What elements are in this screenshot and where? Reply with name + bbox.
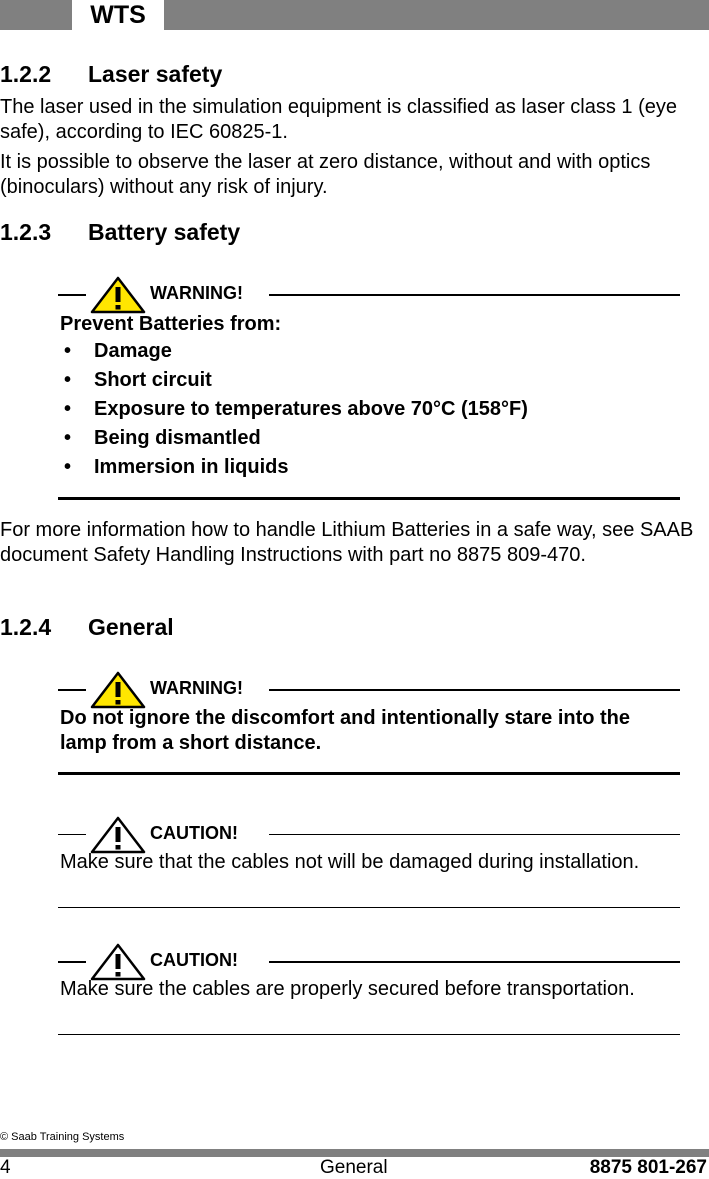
- caution-1-header: [58, 816, 680, 850]
- section-number: 1.2.4: [0, 614, 52, 640]
- warning-end-rule: [58, 497, 680, 500]
- caution-2-text: Make sure the cables are properly secured before transportation.: [60, 978, 635, 1000]
- laser-paragraph-1: The laser used in the simulation equipment is classified as laser class 1 (eye safe), according to IEC 60825-1.: [0, 96, 677, 143]
- header-title: WTS: [90, 1, 146, 29]
- heading-laser-safety: [0, 60, 222, 88]
- heading-battery-safety: [0, 218, 240, 246]
- laser-paragraph-2: It is possible to observe the laser at zero distance, without and with optics (binoculars) without any risk of injury.: [0, 151, 651, 198]
- caution-label: CAUTION!: [150, 823, 238, 843]
- warning-triangle-icon: [90, 276, 146, 314]
- footer-bar: [0, 1149, 709, 1157]
- battery-warning-intro: Prevent Batteries from:: [60, 313, 282, 335]
- footer-copyright: © Saab Training Systems: [0, 1131, 125, 1143]
- list-item: • Short circuit: [60, 366, 680, 395]
- list-item: • Immersion in liquids: [60, 453, 680, 482]
- warning-triangle-icon: [90, 671, 146, 709]
- list-item: • Damage: [60, 337, 680, 366]
- battery-warning-list: [60, 337, 680, 482]
- footer-doc-number: 8875 801-267: [589, 1157, 707, 1178]
- heading-general: [0, 613, 174, 641]
- caution-triangle-icon: [90, 943, 146, 981]
- list-item: • Being dismantled: [60, 424, 680, 453]
- footer-page-number: 4: [0, 1157, 11, 1178]
- caution-end-rule: [58, 907, 680, 908]
- section-title: Battery safety: [88, 219, 241, 245]
- warning-end-rule: [58, 772, 680, 775]
- caution-label: CAUTION!: [150, 950, 238, 970]
- section-title: General: [88, 614, 174, 640]
- caution-2-header: [58, 943, 680, 977]
- section-number: 1.2.2: [0, 61, 52, 87]
- battery-warning-header: [58, 276, 680, 310]
- footer-section: General: [320, 1157, 388, 1178]
- list-item: • Exposure to temperatures above 70°C (158°F): [60, 395, 680, 424]
- section-number: 1.2.3: [0, 219, 52, 245]
- caution-end-rule: [58, 1034, 680, 1035]
- caution-1-text: Make sure that the cables not will be damaged during installation.: [60, 851, 640, 873]
- caution-triangle-icon: [90, 816, 146, 854]
- battery-info-paragraph: For more information how to handle Lithium Batteries in a safe way, see SAAB document Safety Handling Instructions with part no 8875 809-470.: [0, 519, 694, 566]
- warning-label: WARNING!: [150, 283, 243, 303]
- general-warning-text: Do not ignore the discomfort and intentionally stare into the lamp from a short distance.: [60, 707, 631, 754]
- general-warning-header: [58, 671, 680, 705]
- section-title: Laser safety: [88, 61, 223, 87]
- warning-label: WARNING!: [150, 678, 243, 698]
